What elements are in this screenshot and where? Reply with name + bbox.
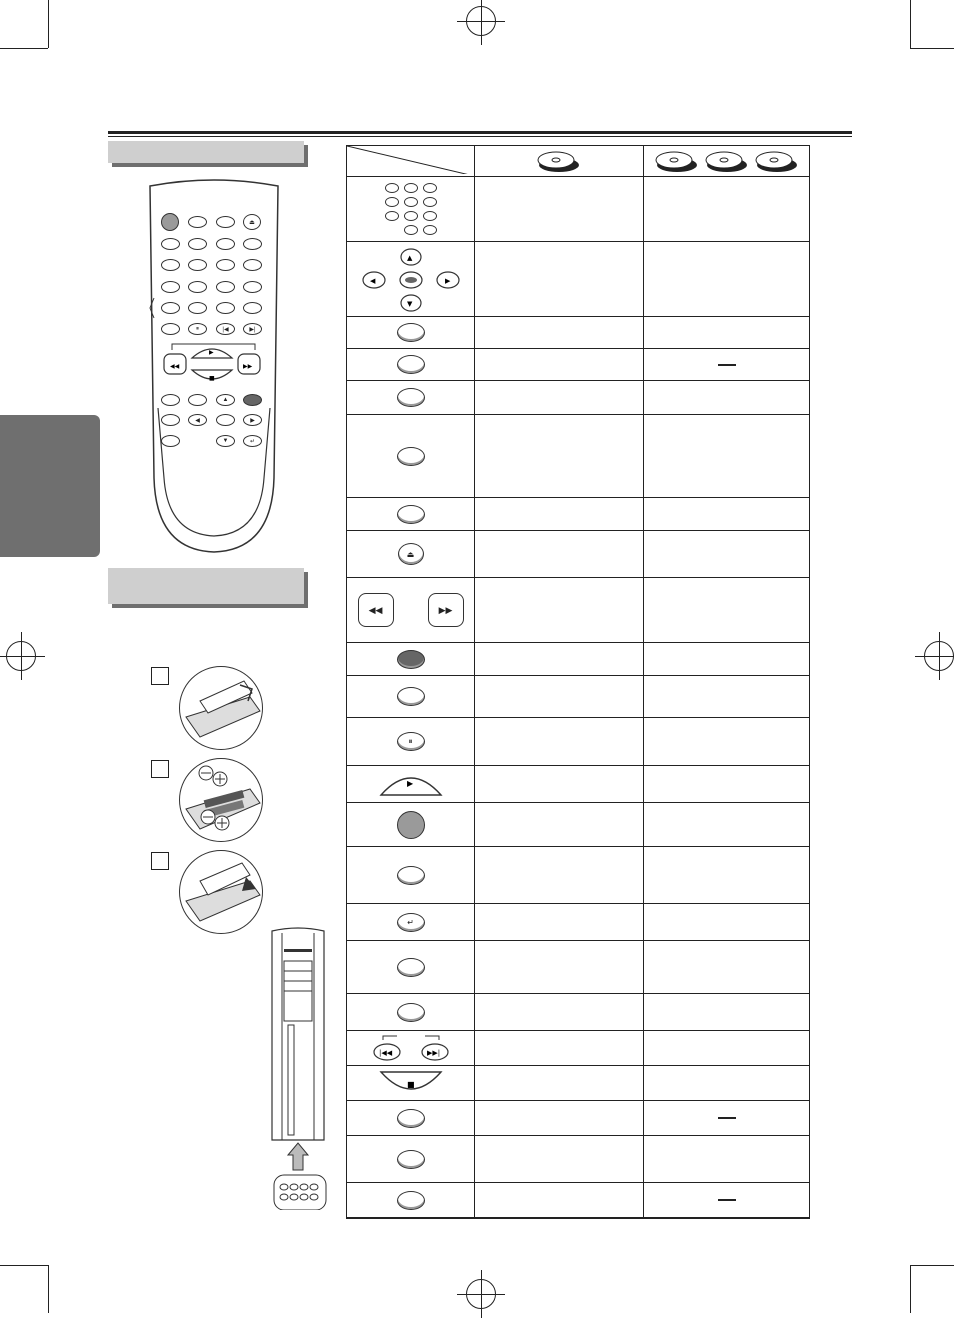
battery-step-1-illustration [179, 666, 263, 750]
table-row [347, 1135, 809, 1182]
dvd-function-cell [475, 1101, 644, 1135]
cd-function-cell [644, 1031, 809, 1065]
table-row [347, 176, 809, 241]
crop-mark [48, 1265, 49, 1313]
svg-text:◀: ◀ [369, 277, 375, 285]
cd-function-cell [644, 531, 809, 577]
table-row [347, 497, 809, 530]
svg-text:▼: ▼ [406, 300, 412, 308]
remote-button [216, 302, 235, 314]
cd-not-available-cell [644, 349, 809, 380]
table-row [347, 530, 809, 577]
cd-function-cell [644, 177, 809, 241]
dvd-function-cell [475, 718, 644, 765]
oval-button [397, 1109, 425, 1128]
remote-skip-back-button: |◀ [216, 323, 235, 335]
remote-power-button [161, 213, 179, 231]
cd-function-cell [644, 803, 809, 846]
cd-function-cell [644, 242, 809, 316]
dvd-function-cell [475, 531, 644, 577]
table-row [347, 717, 809, 765]
step-number-box [151, 760, 169, 778]
header-button-cell [347, 146, 475, 176]
svg-text:▶: ▶ [209, 349, 214, 356]
remote-control-section-header [108, 141, 304, 163]
svg-text:■: ■ [406, 1080, 415, 1089]
svg-text:▲: ▲ [406, 254, 412, 262]
oval-button [397, 1003, 425, 1022]
remote-button [243, 259, 262, 271]
remote-button [188, 394, 207, 406]
svg-text:|◀◀: |◀◀ [378, 1049, 392, 1057]
step-number-box [151, 667, 169, 685]
cd-function-cell [644, 415, 809, 497]
oval-button [397, 1191, 425, 1210]
dvd-function-cell [475, 1031, 644, 1065]
oval-button [397, 866, 425, 885]
remote-skip-fwd-button: ▶| [243, 323, 262, 335]
remote-button [216, 281, 235, 293]
remote-pause-button: ⏸ [188, 323, 207, 335]
svg-text:▶: ▶ [406, 779, 413, 788]
cd-function-cell [644, 766, 809, 802]
remote-button [161, 323, 180, 335]
table-row [347, 993, 809, 1030]
svg-text:▶▶|: ▶▶| [426, 1049, 440, 1057]
registration-mark [466, 1279, 496, 1309]
number-buttons-cell [347, 177, 475, 241]
remote-eject-button: ⏏ [243, 214, 261, 230]
remote-button [188, 302, 207, 314]
cd-function-cell [644, 941, 809, 993]
table-row [347, 940, 809, 993]
dvd-function-cell [475, 317, 644, 348]
remote-button [243, 238, 262, 250]
oval-button [397, 447, 425, 466]
power-button [397, 811, 425, 839]
cd-function-cell [644, 578, 809, 642]
skip-buttons [373, 1034, 449, 1062]
eject-button: ⏏ [398, 543, 424, 565]
table-row [347, 1182, 809, 1217]
table-header-row [347, 146, 809, 176]
header-rule [108, 131, 852, 134]
remote-button [161, 394, 180, 406]
table-row [347, 380, 809, 414]
crop-mark [0, 48, 48, 49]
dvd-function-cell [475, 1066, 644, 1100]
remote-down-button: ▼ [216, 435, 235, 447]
dvd-function-cell [475, 349, 644, 380]
cd-not-available-cell [644, 1101, 809, 1135]
cd-not-available-cell [644, 1183, 809, 1217]
cd-function-cell [644, 643, 809, 675]
oval-button [397, 687, 425, 706]
dvd-function-cell [475, 847, 644, 903]
table-row [347, 765, 809, 802]
registration-mark [466, 6, 496, 36]
cd-function-cell [644, 718, 809, 765]
cd-function-cell [644, 317, 809, 348]
remote-button [188, 238, 207, 250]
dvd-function-cell [475, 177, 644, 241]
dvd-function-cell [475, 498, 644, 530]
oval-button [397, 388, 425, 407]
remote-enter-button [243, 394, 262, 406]
remote-button [243, 281, 262, 293]
play-button [379, 771, 443, 797]
remote-return-button: ↵ [243, 435, 262, 447]
button-function-table [346, 145, 810, 1219]
remote-button [161, 259, 180, 271]
dvd-function-cell [475, 941, 644, 993]
remote-button [188, 281, 207, 293]
dvd-function-cell [475, 994, 644, 1030]
cd-function-cell [644, 847, 809, 903]
header-rule-thin [108, 136, 852, 137]
registration-mark [6, 641, 36, 671]
oval-button [397, 1150, 425, 1169]
battery-step-2-illustration [179, 758, 263, 842]
remote-up-button: ▲ [216, 394, 235, 406]
remote-button [216, 238, 235, 250]
remote-left-button: ◀ [188, 414, 207, 426]
table-row [347, 316, 809, 348]
cd-function-cell [644, 676, 809, 717]
stop-button [379, 1070, 443, 1096]
cd-function-cell [644, 1136, 809, 1182]
arrow-buttons-cell [347, 242, 475, 316]
cd-function-cell [644, 904, 809, 940]
registration-mark [924, 641, 954, 671]
dvd-function-cell [475, 766, 644, 802]
battery-step-3-illustration [179, 850, 263, 934]
rewind-button: ◀◀ [358, 593, 394, 627]
cd-function-cell [644, 994, 809, 1030]
player-illustration [268, 925, 330, 1210]
crop-mark [910, 1265, 911, 1313]
oval-button [397, 355, 425, 374]
crop-mark [0, 1265, 48, 1266]
dvd-function-cell [475, 578, 644, 642]
table-row [347, 241, 809, 316]
remote-button [161, 414, 180, 426]
crop-mark [910, 0, 911, 48]
remote-button [161, 302, 180, 314]
enter-button [397, 650, 425, 669]
table-row [347, 642, 809, 675]
table-row [347, 846, 809, 903]
battery-section-header [108, 568, 304, 604]
not-available-dash [718, 1117, 736, 1119]
not-available-dash [718, 1199, 736, 1201]
dvd-function-cell [475, 381, 644, 414]
remote-button [161, 238, 180, 250]
side-tab [0, 415, 100, 557]
dvd-function-cell [475, 803, 644, 846]
cd-function-cell [644, 381, 809, 414]
remote-right-button: ▶ [243, 414, 262, 426]
disc-icon [652, 148, 802, 174]
dvd-function-cell [475, 904, 644, 940]
table-row [347, 348, 809, 380]
remote-button [216, 216, 235, 228]
remote-button [243, 302, 262, 314]
svg-text:■: ■ [209, 375, 215, 382]
header-cd-cell [644, 146, 809, 176]
remote-button [188, 259, 207, 271]
step-number-box [151, 852, 169, 870]
svg-text:▶▶: ▶▶ [243, 363, 253, 370]
oval-button [397, 958, 425, 977]
return-button: ↵ [397, 913, 425, 932]
table-row [347, 903, 809, 940]
svg-text:◀◀: ◀◀ [170, 363, 180, 370]
dvd-function-cell [475, 242, 644, 316]
dvd-function-cell [475, 415, 644, 497]
table-row [347, 1065, 809, 1100]
oval-button [397, 323, 425, 342]
table-row [347, 577, 809, 642]
svg-text:▶: ▶ [444, 277, 450, 285]
header-dvd-cell [475, 146, 644, 176]
cd-function-cell [644, 1066, 809, 1100]
dvd-function-cell [475, 676, 644, 717]
cd-function-cell [644, 498, 809, 530]
not-available-dash [718, 364, 736, 366]
dvd-function-cell [475, 643, 644, 675]
crop-mark [910, 48, 954, 49]
remote-center-button [216, 414, 235, 426]
remote-button [188, 216, 207, 228]
disc-icon [536, 148, 582, 174]
remote-button [161, 435, 180, 447]
table-row [347, 1100, 809, 1135]
dvd-function-cell [475, 1183, 644, 1217]
dvd-function-cell [475, 1136, 644, 1182]
crop-mark [48, 0, 49, 48]
remote-button [161, 281, 180, 293]
pause-button: ⏸ [397, 732, 425, 751]
remote-transport-buttons [160, 338, 270, 388]
crop-mark [910, 1265, 954, 1266]
remote-button [216, 259, 235, 271]
oval-button [397, 505, 425, 524]
table-row [347, 802, 809, 846]
table-row [347, 1030, 809, 1065]
table-row [347, 675, 809, 717]
fast-forward-button: ▶▶ [428, 593, 464, 627]
table-row [347, 414, 809, 497]
